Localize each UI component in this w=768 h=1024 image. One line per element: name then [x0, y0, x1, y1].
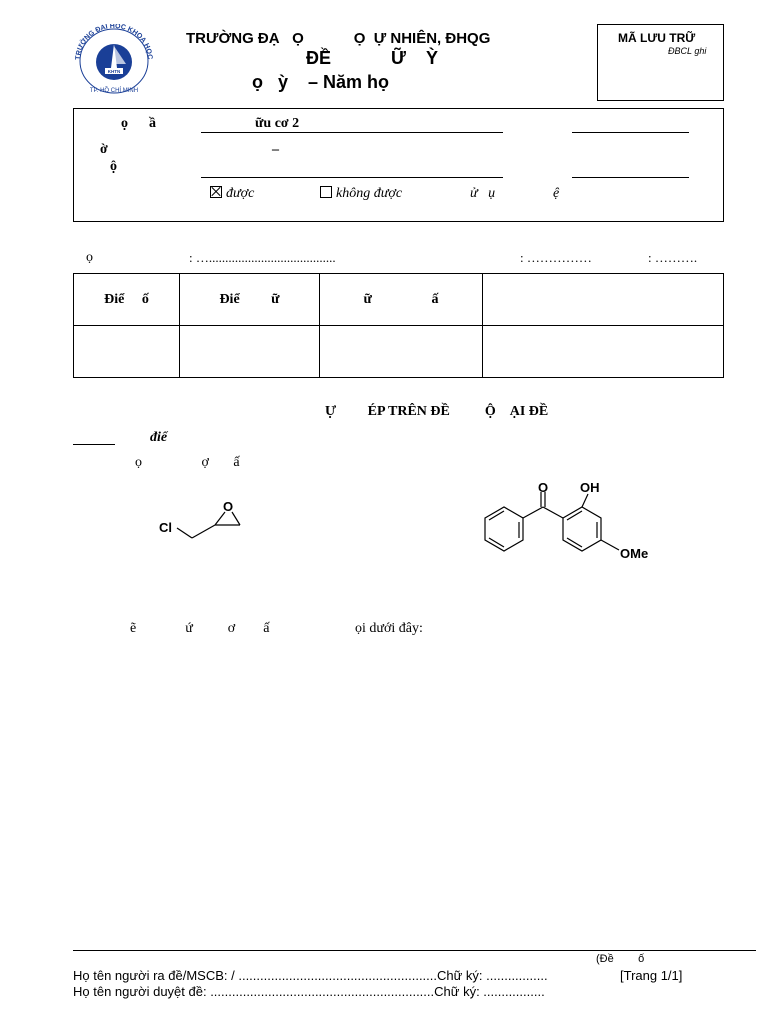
unchecked-box-icon[interactable]: [320, 186, 332, 198]
archive-code-note: ĐBCL ghi: [668, 46, 707, 56]
footer-page-number: [Trang 1/1]: [620, 968, 683, 983]
score-cell-words[interactable]: [180, 326, 320, 378]
footer-author-line: Họ tên người ra đề/MSCB: / .......................................................Chữ ký: .................: [73, 968, 548, 983]
logo-center-text: KHTN: [107, 69, 121, 74]
mol2-ome-label: OMe: [620, 546, 649, 561]
score-cell-signature[interactable]: [320, 326, 483, 378]
course-label: ọ ầ: [121, 116, 156, 131]
course-code-line: [572, 132, 689, 133]
header-university-line: TRƯỜNG ĐẠ Ọ Ọ Ự NHIÊN, ĐHQG: [186, 30, 491, 47]
score-header-empty: [483, 274, 724, 326]
benzophenone-structure: [475, 478, 665, 578]
score-header-signature: ữ ấ: [320, 274, 483, 326]
footer-reviewer-line: Họ tên người duyệt đề: ..............................................................Chữ ký: .................: [73, 984, 545, 999]
university-logo-icon: [70, 24, 160, 96]
student-name-field[interactable]: : ….......................................: [189, 250, 336, 265]
checked-box-icon[interactable]: [210, 186, 222, 198]
time-dash: –: [272, 142, 279, 157]
footer-note: (Đề ố: [596, 953, 645, 965]
question-2-text-b: ọi dưới đây:: [355, 621, 423, 636]
header-exam-title: ĐỀ Ữ Ỳ: [306, 48, 438, 68]
header-semester-line: ọ ỳ – Năm họ: [252, 72, 390, 92]
mol2-oh-label: OH: [580, 480, 600, 495]
score-header-words: Điể ữ: [180, 274, 320, 326]
material-not-allowed-option: [320, 186, 402, 202]
student-id-field[interactable]: : ……………: [520, 250, 592, 265]
score-header-numeric: Điể ố: [74, 274, 180, 326]
question-2-text-a: ẽ ứ ơ ấ: [130, 621, 270, 636]
question-underline: [73, 444, 115, 445]
logo-ring-text: TRƯỜNG ĐẠI HỌC KHOA HỌC: [74, 24, 154, 61]
mol2-o-label: O: [538, 480, 549, 495]
course-info-box: [73, 108, 724, 222]
exam-notice: Ự ÉP TRÊN ĐỀ Ộ ẠI ĐỀ: [325, 404, 549, 419]
class-label: ộ: [110, 159, 117, 174]
score-table: [73, 273, 724, 378]
material-note-1: ử ụ: [470, 186, 496, 201]
class-line: [201, 177, 503, 178]
score-cell-empty[interactable]: [483, 326, 724, 378]
class-code-line: [572, 177, 689, 178]
material-note-2: ệ: [553, 186, 560, 201]
archive-code-box: [597, 24, 724, 101]
material-allowed-label: được: [226, 186, 255, 201]
epichlorohydrin-structure: [150, 495, 260, 545]
footer-rule: [73, 950, 756, 951]
time-label: ờ: [100, 142, 108, 157]
score-cell-numeric[interactable]: [74, 326, 180, 378]
course-name: ữu cơ 2: [255, 116, 300, 131]
student-name-label: ọ: [86, 250, 93, 265]
mol1-o-label: O: [223, 499, 234, 514]
logo-bottom-text: TP. HỒ CHÍ MINH: [89, 88, 139, 94]
mol1-cl-label: Cl: [159, 520, 172, 535]
university-logo: [70, 24, 160, 96]
question-1-text: ọ ợ ấ: [135, 455, 240, 470]
archive-code-title: MÃ LƯU TRỮ: [618, 31, 696, 45]
material-not-allowed-label: không được: [336, 186, 403, 201]
student-seat-field[interactable]: : ……….: [648, 250, 698, 265]
material-allowed-option: [210, 186, 254, 202]
points-label: điể: [150, 430, 168, 445]
course-name-line: [201, 132, 503, 133]
